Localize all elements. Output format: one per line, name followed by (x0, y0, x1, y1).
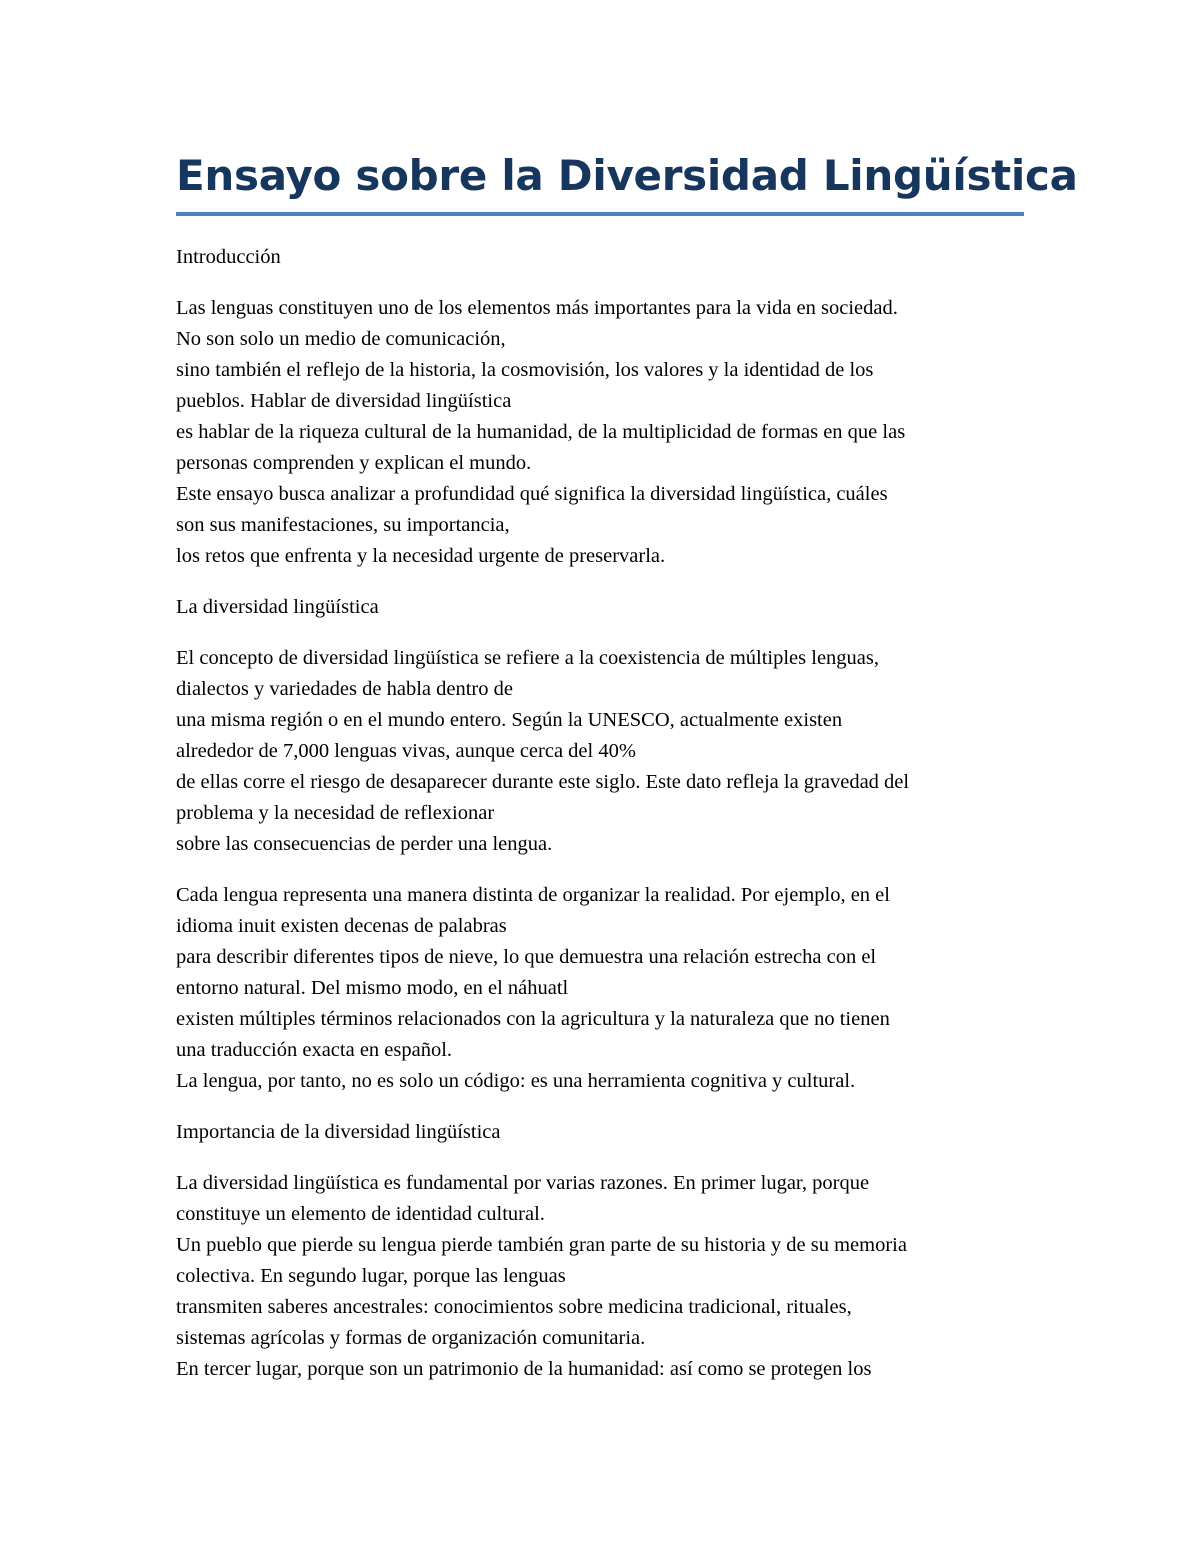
section-heading-importancia: Importancia de la diversidad lingüística (176, 1121, 501, 1143)
document-body (176, 242, 1024, 1385)
text-line: idioma inuit existen decenas de palabras (176, 915, 507, 937)
text-line: existen múltiples términos relacionados con la agricultura y la naturaleza que no tienen (176, 1008, 890, 1030)
text-line: sobre las consecuencias de perder una lengua. (176, 833, 553, 855)
section-heading-diversidad: La diversidad lingüística (176, 596, 379, 618)
text-line: son sus manifestaciones, su importancia, (176, 514, 510, 536)
text-line: Un pueblo que pierde su lengua pierde también gran parte de su historia y de su memoria (176, 1234, 907, 1256)
text-line: para describir diferentes tipos de nieve, lo que demuestra una relación estrecha con el (176, 946, 877, 968)
text-line: de ellas corre el riesgo de desaparecer durante este siglo. Este dato refleja la gravedad del (176, 771, 910, 793)
text-line: constituye un elemento de identidad cultural. (176, 1203, 545, 1225)
text-line: Este ensayo busca analizar a profundidad qué significa la diversidad lingüística, cuáles (176, 483, 888, 505)
paragraph-introduccion (176, 293, 1024, 572)
paragraph-importancia (176, 1168, 1024, 1385)
text-line: colectiva. En segundo lugar, porque las lenguas (176, 1265, 566, 1287)
text-line: alrededor de 7,000 lenguas vivas, aunque cerca del 40% (176, 740, 636, 762)
text-line: No son solo un medio de comunicación, (176, 328, 506, 350)
text-line: Cada lengua representa una manera distinta de organizar la realidad. Por ejemplo, en el (176, 884, 890, 906)
text-line: pueblos. Hablar de diversidad lingüística (176, 390, 512, 412)
text-line: transmiten saberes ancestrales: conocimientos sobre medicina tradicional, rituales, (176, 1296, 852, 1318)
text-line: Las lenguas constituyen uno de los elementos más importantes para la vida en sociedad. (176, 297, 898, 319)
title-underline (176, 212, 1024, 216)
document-title: Ensayo sobre la Diversidad Lingüística (176, 151, 1078, 200)
text-line: entorno natural. Del mismo modo, en el náhuatl (176, 977, 569, 999)
text-line: sino también el reflejo de la historia, la cosmovisión, los valores y la identidad de los (176, 359, 874, 381)
paragraph-diversidad-2 (176, 880, 1024, 1097)
text-line: La lengua, por tanto, no es solo un código: es una herramienta cognitiva y cultural. (176, 1070, 856, 1092)
text-line: una traducción exacta en español. (176, 1039, 453, 1061)
text-line: El concepto de diversidad lingüística se refiere a la coexistencia de múltiples lenguas, (176, 647, 880, 669)
text-line: es hablar de la riqueza cultural de la humanidad, de la multiplicidad de formas en que las (176, 421, 906, 443)
text-line: personas comprenden y explican el mundo. (176, 452, 532, 474)
paragraph-diversidad-1 (176, 643, 1024, 860)
section-heading-introduccion: Introducción (176, 246, 281, 268)
document-page (176, 150, 1078, 1405)
text-line: dialectos y variedades de habla dentro de (176, 678, 513, 700)
text-line: La diversidad lingüística es fundamental por varias razones. En primer lugar, porque (176, 1172, 870, 1194)
text-line: sistemas agrícolas y formas de organización comunitaria. (176, 1327, 646, 1349)
text-line: una misma región o en el mundo entero. Según la UNESCO, actualmente existen (176, 709, 843, 731)
text-line: los retos que enfrenta y la necesidad urgente de preservarla. (176, 545, 666, 567)
text-line: problema y la necesidad de reflexionar (176, 802, 495, 824)
text-line: En tercer lugar, porque son un patrimonio de la humanidad: así como se protegen los (176, 1358, 872, 1380)
